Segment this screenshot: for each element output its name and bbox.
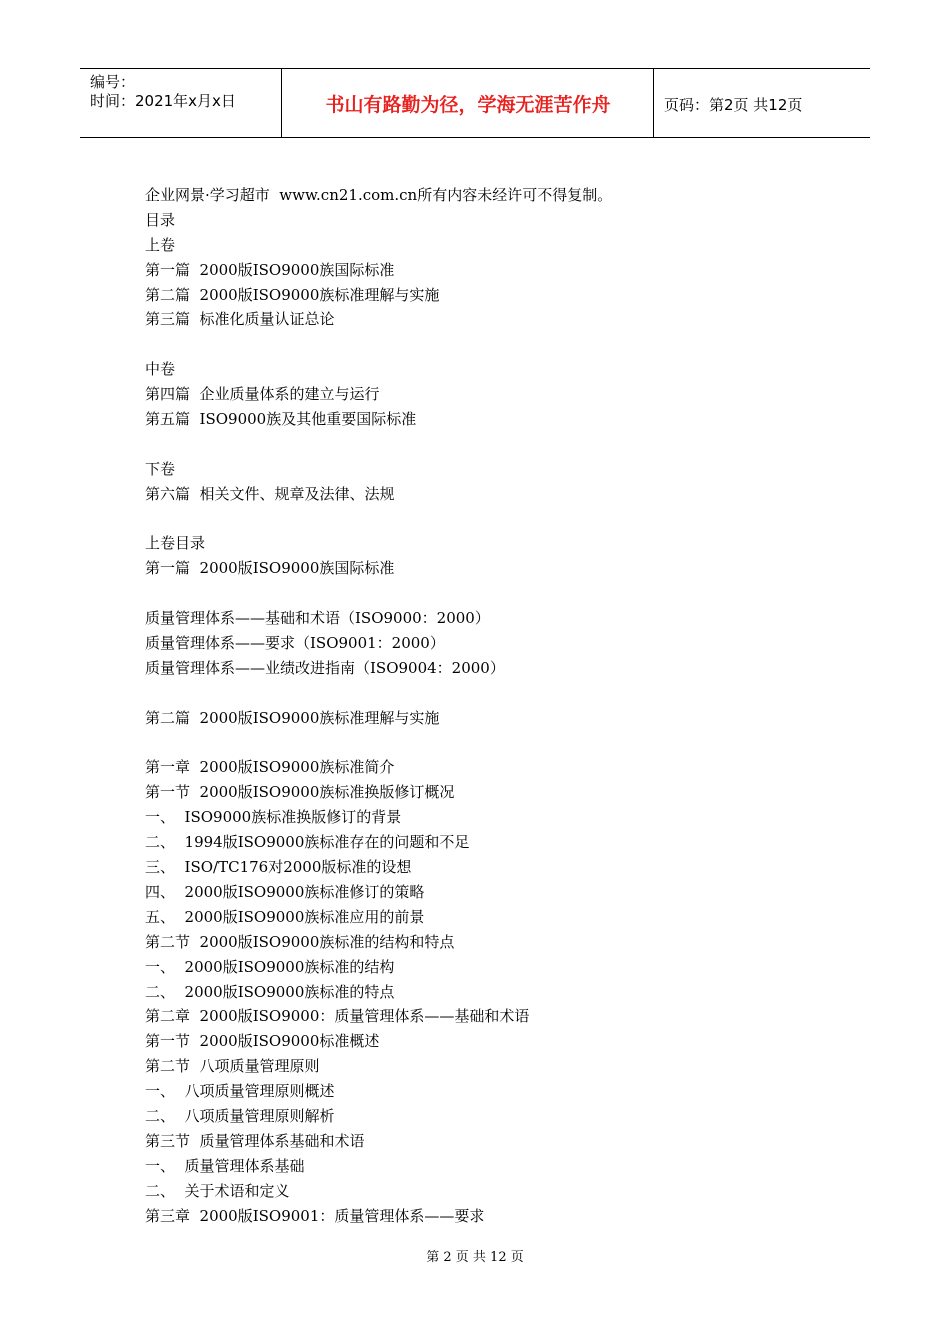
toc-line: 上卷 <box>145 235 176 254</box>
toc-line: 一、 八项质量管理原则概述 <box>145 1082 335 1101</box>
document-code-label: 编号： <box>90 73 136 91</box>
toc-line: 三、 ISO/TC176对2000版标准的设想 <box>145 858 412 877</box>
blank-line <box>145 432 865 457</box>
header-motto: 书山有路勤为径，学海无涯苦作舟 <box>325 94 611 116</box>
blank-line <box>145 507 865 532</box>
toc-line: 第二节 八项质量管理原则 <box>145 1057 320 1076</box>
toc-line: 第四篇 企业质量体系的建立与运行 <box>145 385 380 404</box>
header-page-cell <box>654 69 870 137</box>
blank-line <box>145 581 865 606</box>
document-body <box>145 183 865 1228</box>
header-motto-cell <box>282 69 654 137</box>
header-page-info: 页码：第2页 共12页 <box>664 96 803 114</box>
toc-line: 第二篇 2000版ISO9000族标准理解与实施 <box>145 708 440 727</box>
toc-line: 一、 2000版ISO9000族标准的结构 <box>145 957 395 976</box>
toc-line: 二、 关于术语和定义 <box>145 1181 290 1200</box>
toc-line: 下卷 <box>145 459 176 478</box>
toc-line: 第三篇 标准化质量认证总论 <box>145 310 335 329</box>
toc-line: 第三章 2000版ISO9001：质量管理体系——要求 <box>145 1206 485 1225</box>
toc-line: 第一章 2000版ISO9000族标准简介 <box>145 758 395 777</box>
toc-line: 二、 1994版ISO9000族标准存在的问题和不足 <box>145 833 470 852</box>
document-date: 时间：2021年x月x日 <box>90 92 236 110</box>
blank-line <box>145 332 865 357</box>
toc-line: 第一节 2000版ISO9000标准概述 <box>145 1032 380 1051</box>
toc-line: 四、 2000版ISO9000族标准修订的策略 <box>145 882 425 901</box>
toc-line: 第一篇 2000版ISO9000族国际标准 <box>145 559 395 578</box>
toc-line: 第一篇 2000版ISO9000族国际标准 <box>145 260 395 279</box>
toc-line: 第一节 2000版ISO9000族标准换版修订概况 <box>145 783 455 802</box>
header-meta-cell <box>80 69 282 137</box>
toc-line: 二、 2000版ISO9000族标准的特点 <box>145 982 395 1001</box>
toc-line: 第二节 2000版ISO9000族标准的结构和特点 <box>145 932 455 951</box>
toc-line: 第二篇 2000版ISO9000族标准理解与实施 <box>145 285 440 304</box>
page-footer: 第 2 页 共 12 页 <box>426 1250 524 1265</box>
toc-line: 中卷 <box>145 360 176 379</box>
toc-line: 第六篇 相关文件、规章及法律、法规 <box>145 484 395 503</box>
toc-line: 二、 八项质量管理原则解析 <box>145 1106 335 1125</box>
toc-line: 第二章 2000版ISO9000：质量管理体系——基础和术语 <box>145 1007 530 1026</box>
toc-line: 第五篇 ISO9000族及其他重要国际标准 <box>145 410 417 429</box>
toc-line: 质量管理体系——基础和术语（ISO9000：2000） <box>145 609 490 628</box>
toc-line: 上卷目录 <box>145 534 206 553</box>
page-header <box>80 68 870 138</box>
toc-line: 第三节 质量管理体系基础和术语 <box>145 1131 365 1150</box>
toc-line: 企业网景·学习超市 www.cn21.com.cn所有内容未经许可不得复制。 <box>145 186 613 204</box>
toc-line: 质量管理体系——业绩改进指南（ISO9004：2000） <box>145 658 505 677</box>
toc-line: 五、 2000版ISO9000族标准应用的前景 <box>145 907 425 926</box>
toc-line: 质量管理体系——要求（ISO9001：2000） <box>145 634 445 653</box>
toc-line: 一、 质量管理体系基础 <box>145 1156 305 1175</box>
toc-line: 目录 <box>145 210 176 229</box>
blank-line <box>145 731 865 756</box>
toc-line: 一、 ISO9000族标准换版修订的背景 <box>145 808 402 827</box>
blank-line <box>145 681 865 706</box>
